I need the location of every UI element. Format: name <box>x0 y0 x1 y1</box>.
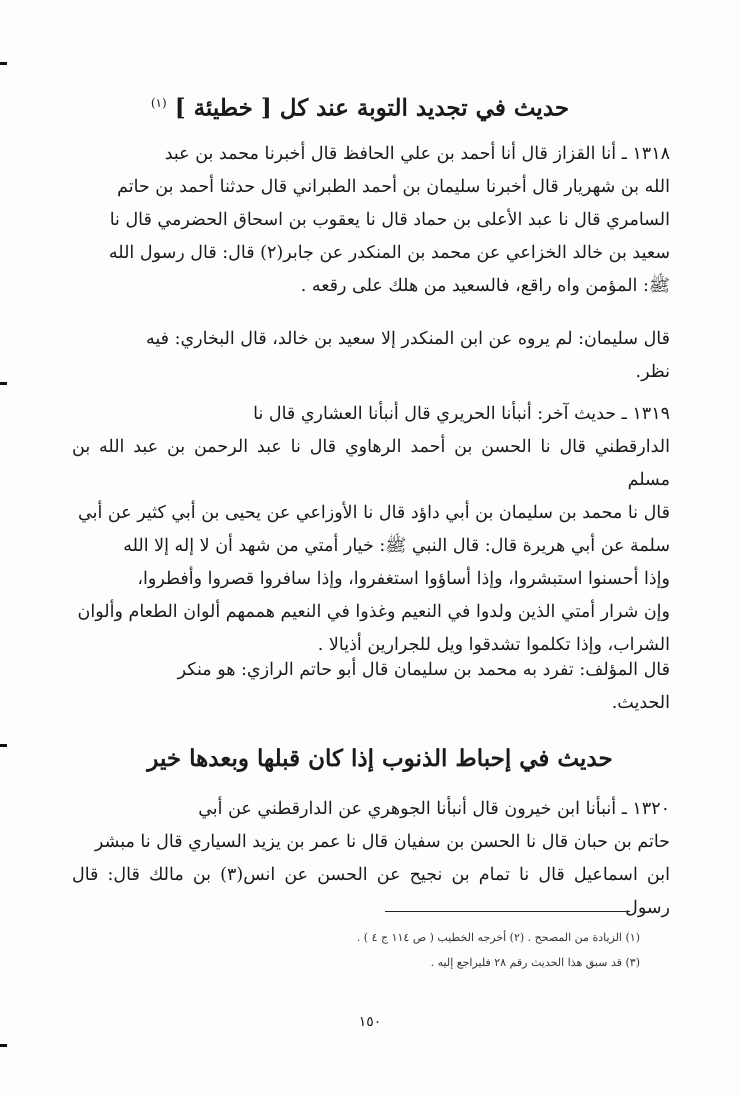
text-line: الشراب، وإذا تكلموا تشدقوا ويل للجرارين أذيالا . <box>317 635 670 655</box>
text-line: ١٣٢٠ ـ أنبأنا ابن خيرون قال أنبأنا الجوهري عن الدارقطني عن أبي <box>198 799 670 819</box>
text-line: الله بن شهريار قال أخبرنا سليمان بن أحمد الطبراني قال حدثنا أحمد بن حاتم <box>117 177 670 197</box>
section-heading-sins <box>110 742 650 776</box>
text-line: سعيد بن خالد الخزاعي عن محمد بن المنكدر عن جابر(٢) قال: قال رسول الله <box>108 243 670 263</box>
text-line: ١٣١٩ ـ حديث آخر: أنبأنا الحريري قال أنبأنا العشاري قال نا <box>253 404 670 424</box>
text-line: الحديث. <box>611 693 670 713</box>
heading-text: حديث في إحباط الذنوب إذا كان قبلها وبعدها خير <box>147 745 613 772</box>
text-line: وإن شرار أمتي الذين ولدوا في النعيم وغذوا في النعيم هممهم ألوان الطعام وألوان <box>77 602 670 622</box>
edge-mark <box>0 1044 7 1047</box>
text-line: حاتم بن حبان قال نا الحسن بن سفيان قال نا عمر بن يزيد السياري قال نا مبشر <box>94 832 670 852</box>
footnote-marker: (١) <box>150 96 167 110</box>
comment-1318 <box>72 323 670 389</box>
heading-text: حديث في تجديد التوبة عند كل [ خطيئة ] <box>174 94 570 122</box>
text-line: قال سليمان: لم يروه عن ابن المنكدر إلا سعيد بن خالد، قال البخاري: فيه <box>145 329 670 349</box>
text-line: ابن اسماعيل قال نا تمام بن نجيح عن الحسن عن انس(٣) بن مالك قال: قال رسول <box>72 865 670 918</box>
page-number: ١٥٠ <box>358 1014 382 1030</box>
edge-mark <box>0 62 7 65</box>
comment-1319 <box>72 654 670 720</box>
text-line: نظر. <box>635 362 670 382</box>
hadith-1320 <box>72 793 670 925</box>
footnote-line: (١) الزيادة من المصحح . (٢) أخرجه الخطيب ( ص ١١٤ ج ٤ ) . <box>356 931 640 944</box>
text-line: قال المؤلف: تفرد به محمد بن سليمان قال أبو حاتم الرازي: هو منكر <box>177 660 670 680</box>
footnote-line: (٣) قد سبق هذا الحديث رقم ٢٨ فليراجع إليه . <box>430 956 640 969</box>
section-heading-repentance <box>150 86 570 126</box>
edge-mark <box>0 744 7 747</box>
text-line: ﷺ: المؤمن واه راقع، فالسعيد من هلك على رقعه . <box>300 276 670 296</box>
hadith-1319 <box>72 398 670 662</box>
hadith-1318 <box>72 138 670 303</box>
text-line: الدارقطني قال نا الحسن بن أحمد الرهاوي قال نا عبد الرحمن بن عبد الله بن مسلم <box>72 437 670 490</box>
edge-mark <box>0 382 7 385</box>
text-line: ١٣١٨ ـ أنا القزاز قال أنا أحمد بن علي الحافظ قال أخبرنا محمد بن عبد <box>164 144 670 164</box>
text-line: سلمة عن أبي هريرة قال: قال النبي ﷺ: خيار أمتي من شهد أن لا إله إلا الله <box>123 536 670 556</box>
text-line: السامري قال نا عبد الأعلى بن حماد قال نا يعقوب بن اسحاق الحضرمي قال نا <box>109 210 670 230</box>
text-line: وإذا أحسنوا استبشروا، وإذا أساؤوا استغفروا، وإذا سافروا قصروا وأفطروا، <box>137 569 670 589</box>
text-line: قال نا محمد بن سليمان بن أبي داؤد قال نا الأوزاعي عن يحيى بن أبي كثير عن أبي <box>78 503 670 523</box>
footnote-separator <box>385 911 630 912</box>
